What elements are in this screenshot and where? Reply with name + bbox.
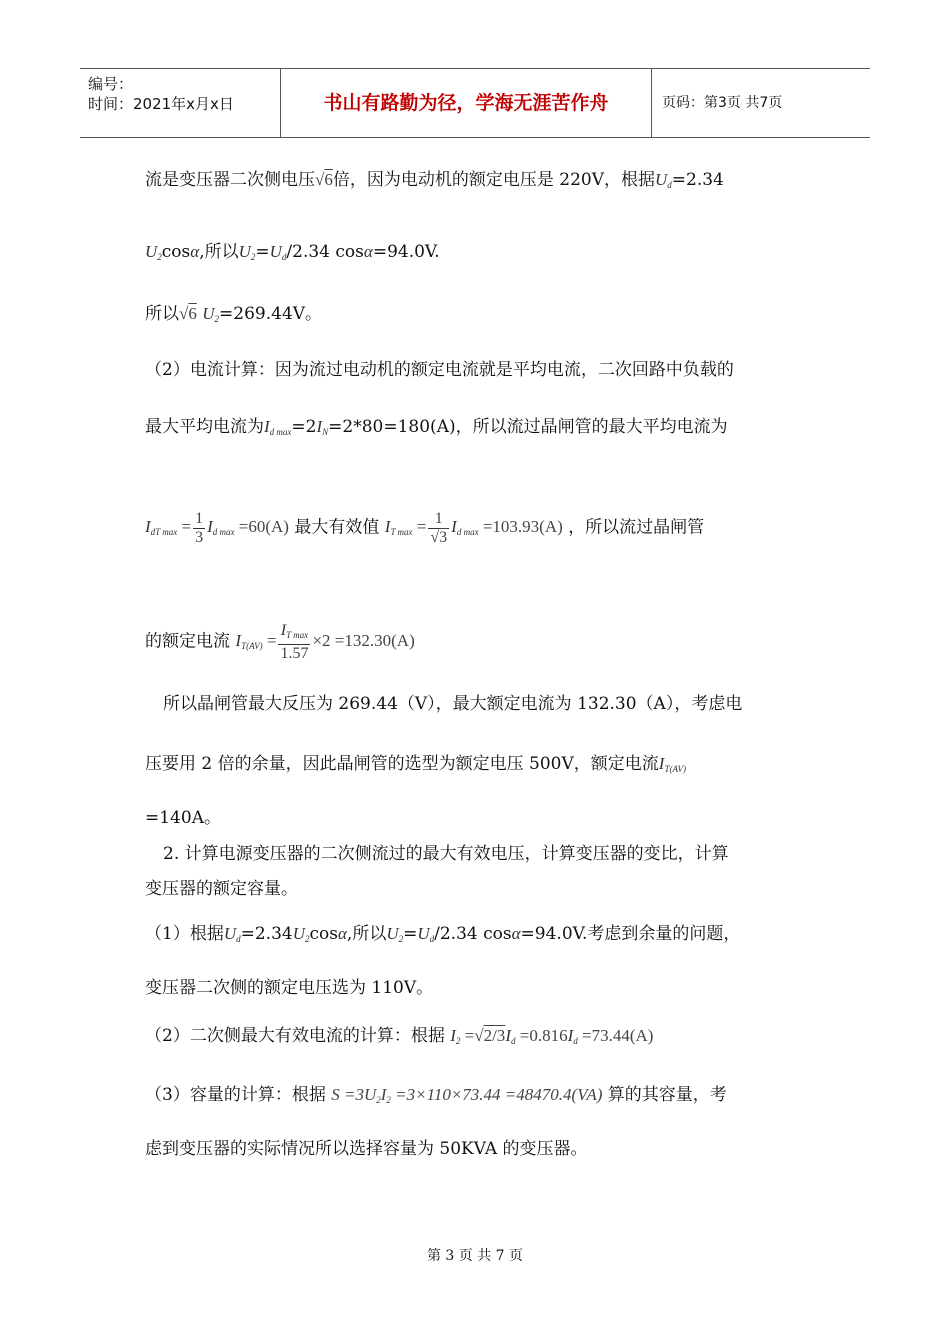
line-15: （2）二次侧最大有效电流的计算：根据 $I_2 =√2/3I_d =0.816I_d =73.44(A)$	[145, 1026, 654, 1046]
header-page-info: 页码：第3页 共7页	[662, 95, 783, 111]
serial-label: 编号：	[88, 75, 134, 93]
line-8: 所以晶闸管最大反压为 269.44（V），最大额定电流为 132.30（A），考虑电	[163, 694, 743, 714]
line-14: 变压器二次侧的额定电压选为 110V。	[145, 978, 434, 998]
date-line: 时间：2021年x月x日	[88, 95, 234, 113]
header-motto: 书山有路勤为径，学海无涯苦作舟	[281, 69, 652, 137]
line-6: $I_{dT max}$ = $\frac{1}{3}$ $I_{d max} =60(A)$ 最大有效值 $I_{T max}$ = $\frac{1}{√3}$ $I_{d max} =103.93(A)$ ，所以流过晶闸管	[145, 510, 705, 546]
line-12: 变压器的额定容量。	[145, 879, 298, 899]
line-7: 的额定电流 $I_{T(AV)}$ = $\frac{I_{T max}}{1.57}$ ×2 =132.30(A)	[145, 622, 415, 662]
line-2: $U_2\cos\alpha$,所以$U_2=U_d/2.34$ cosα=94.0V.	[145, 242, 440, 262]
line-13: （1）根据$U_d=2.34U_2\cos\alpha$,所以$U_2=U_d/2.34$ cosα=94.0V.考虑到余量的问题，	[145, 924, 741, 944]
line-10: =140A。	[145, 808, 221, 828]
line-17: 虑到变压器的实际情况所以选择容量为 50KVA 的变压器。	[145, 1139, 588, 1159]
line-4: （2）电流计算：因为流过电动机的额定电流就是平均电流，二次回路中负载的	[145, 360, 734, 380]
line-1: 流是变压器二次侧电压√6倍，因为电动机的额定电压是 220V，根据$U_d=2.34$	[145, 170, 724, 190]
line-16: （3）容量的计算：根据 $S =3U_2I_2 =3\times 110\times 73.44 =48470.4(VA)$ 算的其容量，考	[145, 1085, 727, 1105]
header-meta	[80, 69, 281, 137]
document-header	[80, 68, 870, 138]
line-5: 最大平均电流为$I_{d max}=2I_N=2*80=180(A)$，所以流过晶闸管的最大平均电流为	[145, 417, 728, 437]
page-footer: 第 3 页 共 7 页	[426, 1248, 524, 1264]
line-9: 压要用 2 倍的余量，因此晶闸管的选型为额定电压 500V，额定电流$I_{T(AV)}$	[145, 754, 686, 774]
line-3: 所以√6 $U_2=269.44V$。	[145, 304, 323, 324]
line-11: 2. 计算电源变压器的二次侧流过的最大有效电压，计算变压器的变比，计算	[163, 844, 729, 864]
